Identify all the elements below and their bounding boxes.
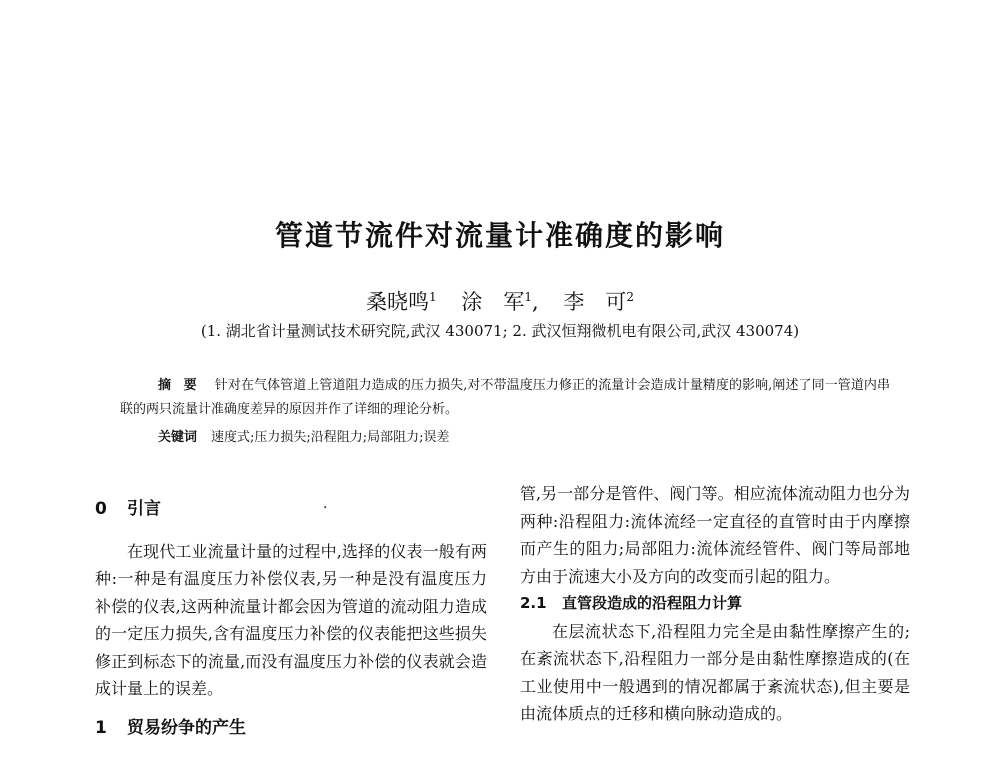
author-name: 李 可 (563, 290, 627, 314)
keywords-text: 速度式;压力损失;沿程阻力;局部阻力;误差 (211, 430, 450, 445)
affiliations: (1. 湖北省计量测试技术研究院,武汉 430071; 2. 武汉恒翔微机电有限公司,武汉 430074) (200, 322, 800, 340)
author-separator: , (531, 290, 539, 314)
section-heading-0: 0 引言 (95, 499, 161, 519)
author-affil-mark: 1 (429, 290, 437, 304)
left-column (95, 496, 487, 742)
abstract-label: 摘 要 (158, 378, 201, 393)
author-affil-mark: 1 (524, 290, 532, 304)
section-heading-1: 1 贸易纷争的产生 (95, 717, 246, 738)
abstract-block (120, 374, 890, 450)
paragraph-friction: 在层流状态下,沿程阻力完全是由黏性摩擦产生的;在紊流状态下,沿程阻力一部分是由黏性摩擦造成的(在工业使用中一般遇到的情况都属于紊流状态),但主要是由流体质点的迁移和横向脉动造成的。 (520, 621, 910, 723)
paragraph-intro: 在现代工业流量计量的过程中,选择的仪表一般有两种:一种是有温度压力补偿仪表,另一种是没有温度压力补偿的仪表,这两种流量计都会因为管道的流动阻力造成的一定压力损失,含有温度压力补偿的仪表能把这些损失修正到标态下的流量,而没有温度压力补偿的仪表就会造成计量上的误差。 (95, 541, 487, 698)
author-affil-mark: 2 (626, 290, 634, 304)
subsection-heading-2-1: 2.1 直管段造成的沿程阻力计算 (520, 594, 743, 612)
paper-title: 管道节流件对流量计准确度的影响 (274, 219, 725, 252)
abstract-text: 针对在气体管道上管道阻力造成的压力损失,对不带温度压力修正的流量计会造成计量精度的影响,阐述了同一管道内串联的两只流量计准确度差异的原因并作了详细的理论分析。 (120, 378, 891, 417)
right-column (520, 480, 910, 728)
stray-mark: · (323, 500, 328, 516)
keywords-label: 关键词 (158, 430, 198, 445)
paragraph-continued: 管,另一部分是管件、阀门等。相应流体流动阻力也分为两种:沿程阻力:流体流经一定直径的直管时由于内摩擦而产生的阻力;局部阻力:流体流经管件、阀门等局部地方由于流速大小及方向的改变而引起的阻力。 (520, 484, 910, 586)
keywords-line (120, 426, 890, 450)
author-name: 涂 军 (461, 290, 525, 314)
author-line (0, 286, 1000, 316)
author-name: 桑晓鸣 (366, 290, 429, 314)
